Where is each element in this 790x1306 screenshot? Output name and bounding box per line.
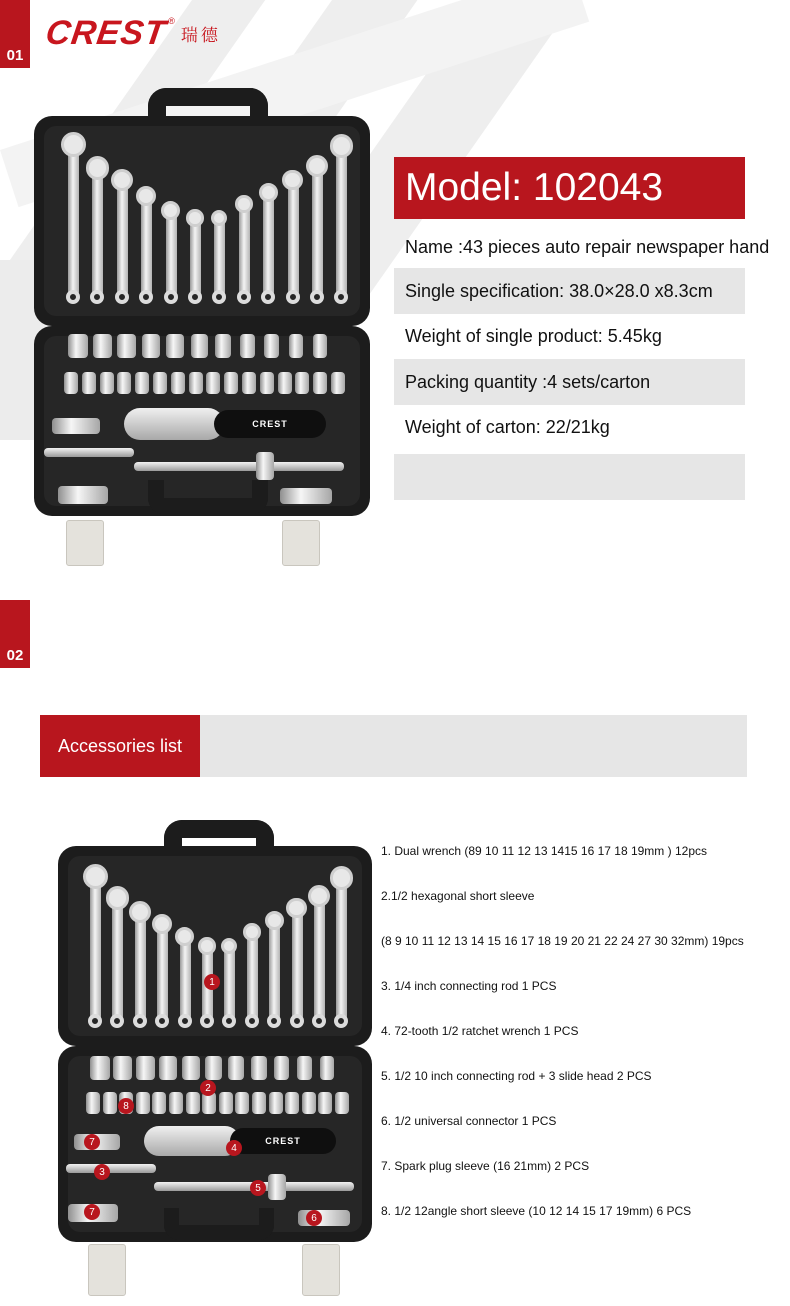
- ratchet-brand-label: CREST: [214, 410, 326, 438]
- wrench-open-end: [286, 898, 307, 919]
- socket: [269, 1092, 283, 1114]
- wrench: [247, 932, 258, 1020]
- wrench-open-end: [235, 195, 253, 213]
- socket: [224, 372, 238, 394]
- socket: [252, 1092, 266, 1114]
- wrench-ring-end: [286, 290, 300, 304]
- wrench-open-end: [175, 927, 194, 946]
- socket: [295, 372, 309, 394]
- spec-size: Single specification: 38.0×28.0 x8.3cm: [394, 268, 745, 314]
- wrench: [269, 920, 280, 1020]
- brand-name: CREST: [43, 14, 169, 52]
- socket: [191, 334, 208, 358]
- accessory-item-8: 8. 1/2 12angle short sleeve (10 12 14 15 17 19mm) 6 PCS: [381, 1204, 692, 1218]
- wrench-open-end: [61, 132, 86, 157]
- accessories-title: Accessories list: [40, 715, 200, 777]
- wrench-ring-end: [290, 1014, 304, 1028]
- wrench: [314, 896, 325, 1020]
- wrench: [190, 218, 201, 296]
- wrench-open-end: [308, 885, 330, 907]
- wrench: [68, 144, 79, 296]
- socket: [171, 372, 185, 394]
- socket: [206, 372, 220, 394]
- accessory-item-2: 2.1/2 hexagonal short sleeve: [381, 889, 535, 903]
- wrench: [312, 166, 323, 296]
- socket: [152, 1092, 166, 1114]
- socket: [205, 1056, 222, 1080]
- socket: [136, 1056, 155, 1080]
- wrench: [92, 168, 103, 296]
- socket: [297, 1056, 312, 1080]
- accessory-item-4: 4. 72-tooth 1/2 ratchet wrench 1 PCS: [381, 1024, 579, 1038]
- wrench: [166, 210, 177, 296]
- socket: [82, 372, 96, 394]
- wrench-open-end: [330, 866, 354, 890]
- wrench-ring-end: [164, 290, 178, 304]
- wrench-open-end: [330, 134, 354, 158]
- wrench-open-end: [265, 911, 284, 930]
- socket: [264, 334, 279, 358]
- socket: [135, 372, 149, 394]
- accessory-item-3: 3. 1/4 inch connecting rod 1 PCS: [381, 979, 557, 993]
- wrench-ring-end: [237, 290, 251, 304]
- socket: [153, 372, 167, 394]
- marker-3: 3: [94, 1164, 110, 1180]
- registered-mark: ®: [168, 16, 175, 26]
- marker-4: 4: [226, 1140, 242, 1156]
- socket: [186, 1092, 200, 1114]
- wrench-ring-end: [200, 1014, 214, 1028]
- wrench: [292, 908, 303, 1020]
- wrench: [239, 204, 250, 296]
- toolbox-image-1: [34, 88, 370, 578]
- socket: [228, 1056, 244, 1080]
- wrench-ring-end: [245, 1014, 259, 1028]
- spec-weight: Weight of single product: 5.45kg: [405, 325, 662, 346]
- wrench: [141, 196, 152, 296]
- marker-7b: 7: [84, 1204, 100, 1220]
- socket: [313, 372, 327, 394]
- socket: [68, 334, 88, 358]
- socket: [103, 1092, 117, 1114]
- wrench-ring-end: [310, 290, 324, 304]
- wrench: [224, 946, 235, 1020]
- wrench: [336, 878, 347, 1020]
- socket: [219, 1092, 233, 1114]
- brand-chinese-name: 瑞德: [180, 26, 221, 45]
- socket: [189, 372, 203, 394]
- wrench: [112, 898, 123, 1020]
- wrench-open-end: [186, 209, 204, 227]
- accessory-item-6: 6. 1/2 universal connector 1 PCS: [381, 1114, 557, 1128]
- socket: [215, 334, 231, 358]
- spec-name: Name :43 pieces auto repair newspaper hand: [405, 236, 770, 257]
- socket: [242, 372, 256, 394]
- socket: [64, 372, 78, 394]
- model-title: Model: 102043: [394, 157, 745, 219]
- wrench-ring-end: [312, 1014, 326, 1028]
- marker-5: 5: [250, 1180, 266, 1196]
- wrench-open-end: [83, 864, 108, 889]
- spec-empty-row: [394, 454, 745, 500]
- socket: [274, 1056, 289, 1080]
- wrench-ring-end: [178, 1014, 192, 1028]
- wrench: [214, 218, 225, 296]
- accessory-item-1: 1. Dual wrench (89 10 11 12 13 1415 16 17 18 19mm ) 12pcs: [381, 844, 707, 858]
- socket: [136, 1092, 150, 1114]
- wrench-open-end: [306, 155, 328, 177]
- socket: [90, 1056, 110, 1080]
- socket: [86, 1092, 100, 1114]
- wrench-open-end: [243, 923, 261, 941]
- wrench-open-end: [198, 937, 216, 955]
- section-tag-01: 01: [0, 0, 30, 68]
- wrench-open-end: [86, 156, 110, 180]
- socket: [159, 1056, 177, 1080]
- marker-8: 8: [118, 1098, 134, 1114]
- socket: [331, 372, 345, 394]
- marker-6: 6: [306, 1210, 322, 1226]
- wrench-open-end: [161, 201, 180, 220]
- socket: [182, 1056, 200, 1080]
- wrench: [157, 924, 168, 1020]
- socket: [113, 1056, 132, 1080]
- socket: [251, 1056, 267, 1080]
- socket: [320, 1056, 334, 1080]
- wrench: [263, 192, 274, 296]
- accessory-item-2-sizes: (8 9 10 11 12 13 14 15 16 17 18 19 20 21 22 24 27 30 32mm) 19pcs: [381, 934, 744, 948]
- socket: [289, 334, 304, 358]
- wrench-open-end: [259, 183, 278, 202]
- spec-carton-weight: Weight of carton: 22/21kg: [405, 416, 610, 437]
- socket: [285, 1092, 299, 1114]
- socket: [142, 334, 160, 358]
- wrench-ring-end: [133, 1014, 147, 1028]
- marker-1: 1: [204, 974, 220, 990]
- wrench-ring-end: [88, 1014, 102, 1028]
- wrench: [117, 180, 128, 296]
- socket: [240, 334, 256, 358]
- accessory-item-5: 5. 1/2 10 inch connecting rod + 3 slide head 2 PCS: [381, 1069, 652, 1083]
- socket: [302, 1092, 316, 1114]
- wrench: [135, 912, 146, 1020]
- socket: [93, 334, 112, 358]
- accessory-item-7: 7. Spark plug sleeve (16 21mm) 2 PCS: [381, 1159, 590, 1173]
- wrench-ring-end: [66, 290, 80, 304]
- wrench: [336, 146, 347, 296]
- accessories-header: [40, 715, 747, 777]
- socket: [235, 1092, 249, 1114]
- socket: [335, 1092, 349, 1114]
- socket: [117, 372, 131, 394]
- marker-2: 2: [200, 1080, 216, 1096]
- socket: [278, 372, 292, 394]
- socket: [117, 334, 136, 358]
- socket: [313, 334, 327, 358]
- marker-7a: 7: [84, 1134, 100, 1150]
- toolbox-image-2: [58, 820, 372, 1306]
- socket: [100, 372, 114, 394]
- spec-packing: Packing quantity :4 sets/carton: [394, 359, 745, 405]
- socket: [169, 1092, 183, 1114]
- wrench-open-end: [129, 901, 151, 923]
- wrench: [90, 876, 101, 1020]
- wrench-open-end: [106, 886, 130, 910]
- socket: [166, 334, 184, 358]
- section-tag-02: 02: [0, 600, 30, 668]
- wrench-open-end: [111, 169, 133, 191]
- brand-logo: [43, 14, 221, 52]
- wrench-open-end: [282, 170, 303, 191]
- ratchet-brand-label-2: CREST: [230, 1128, 336, 1154]
- socket: [318, 1092, 332, 1114]
- wrench: [180, 936, 191, 1020]
- wrench: [288, 180, 299, 296]
- wrench-ring-end: [188, 290, 202, 304]
- wrench-ring-end: [115, 290, 129, 304]
- socket: [260, 372, 274, 394]
